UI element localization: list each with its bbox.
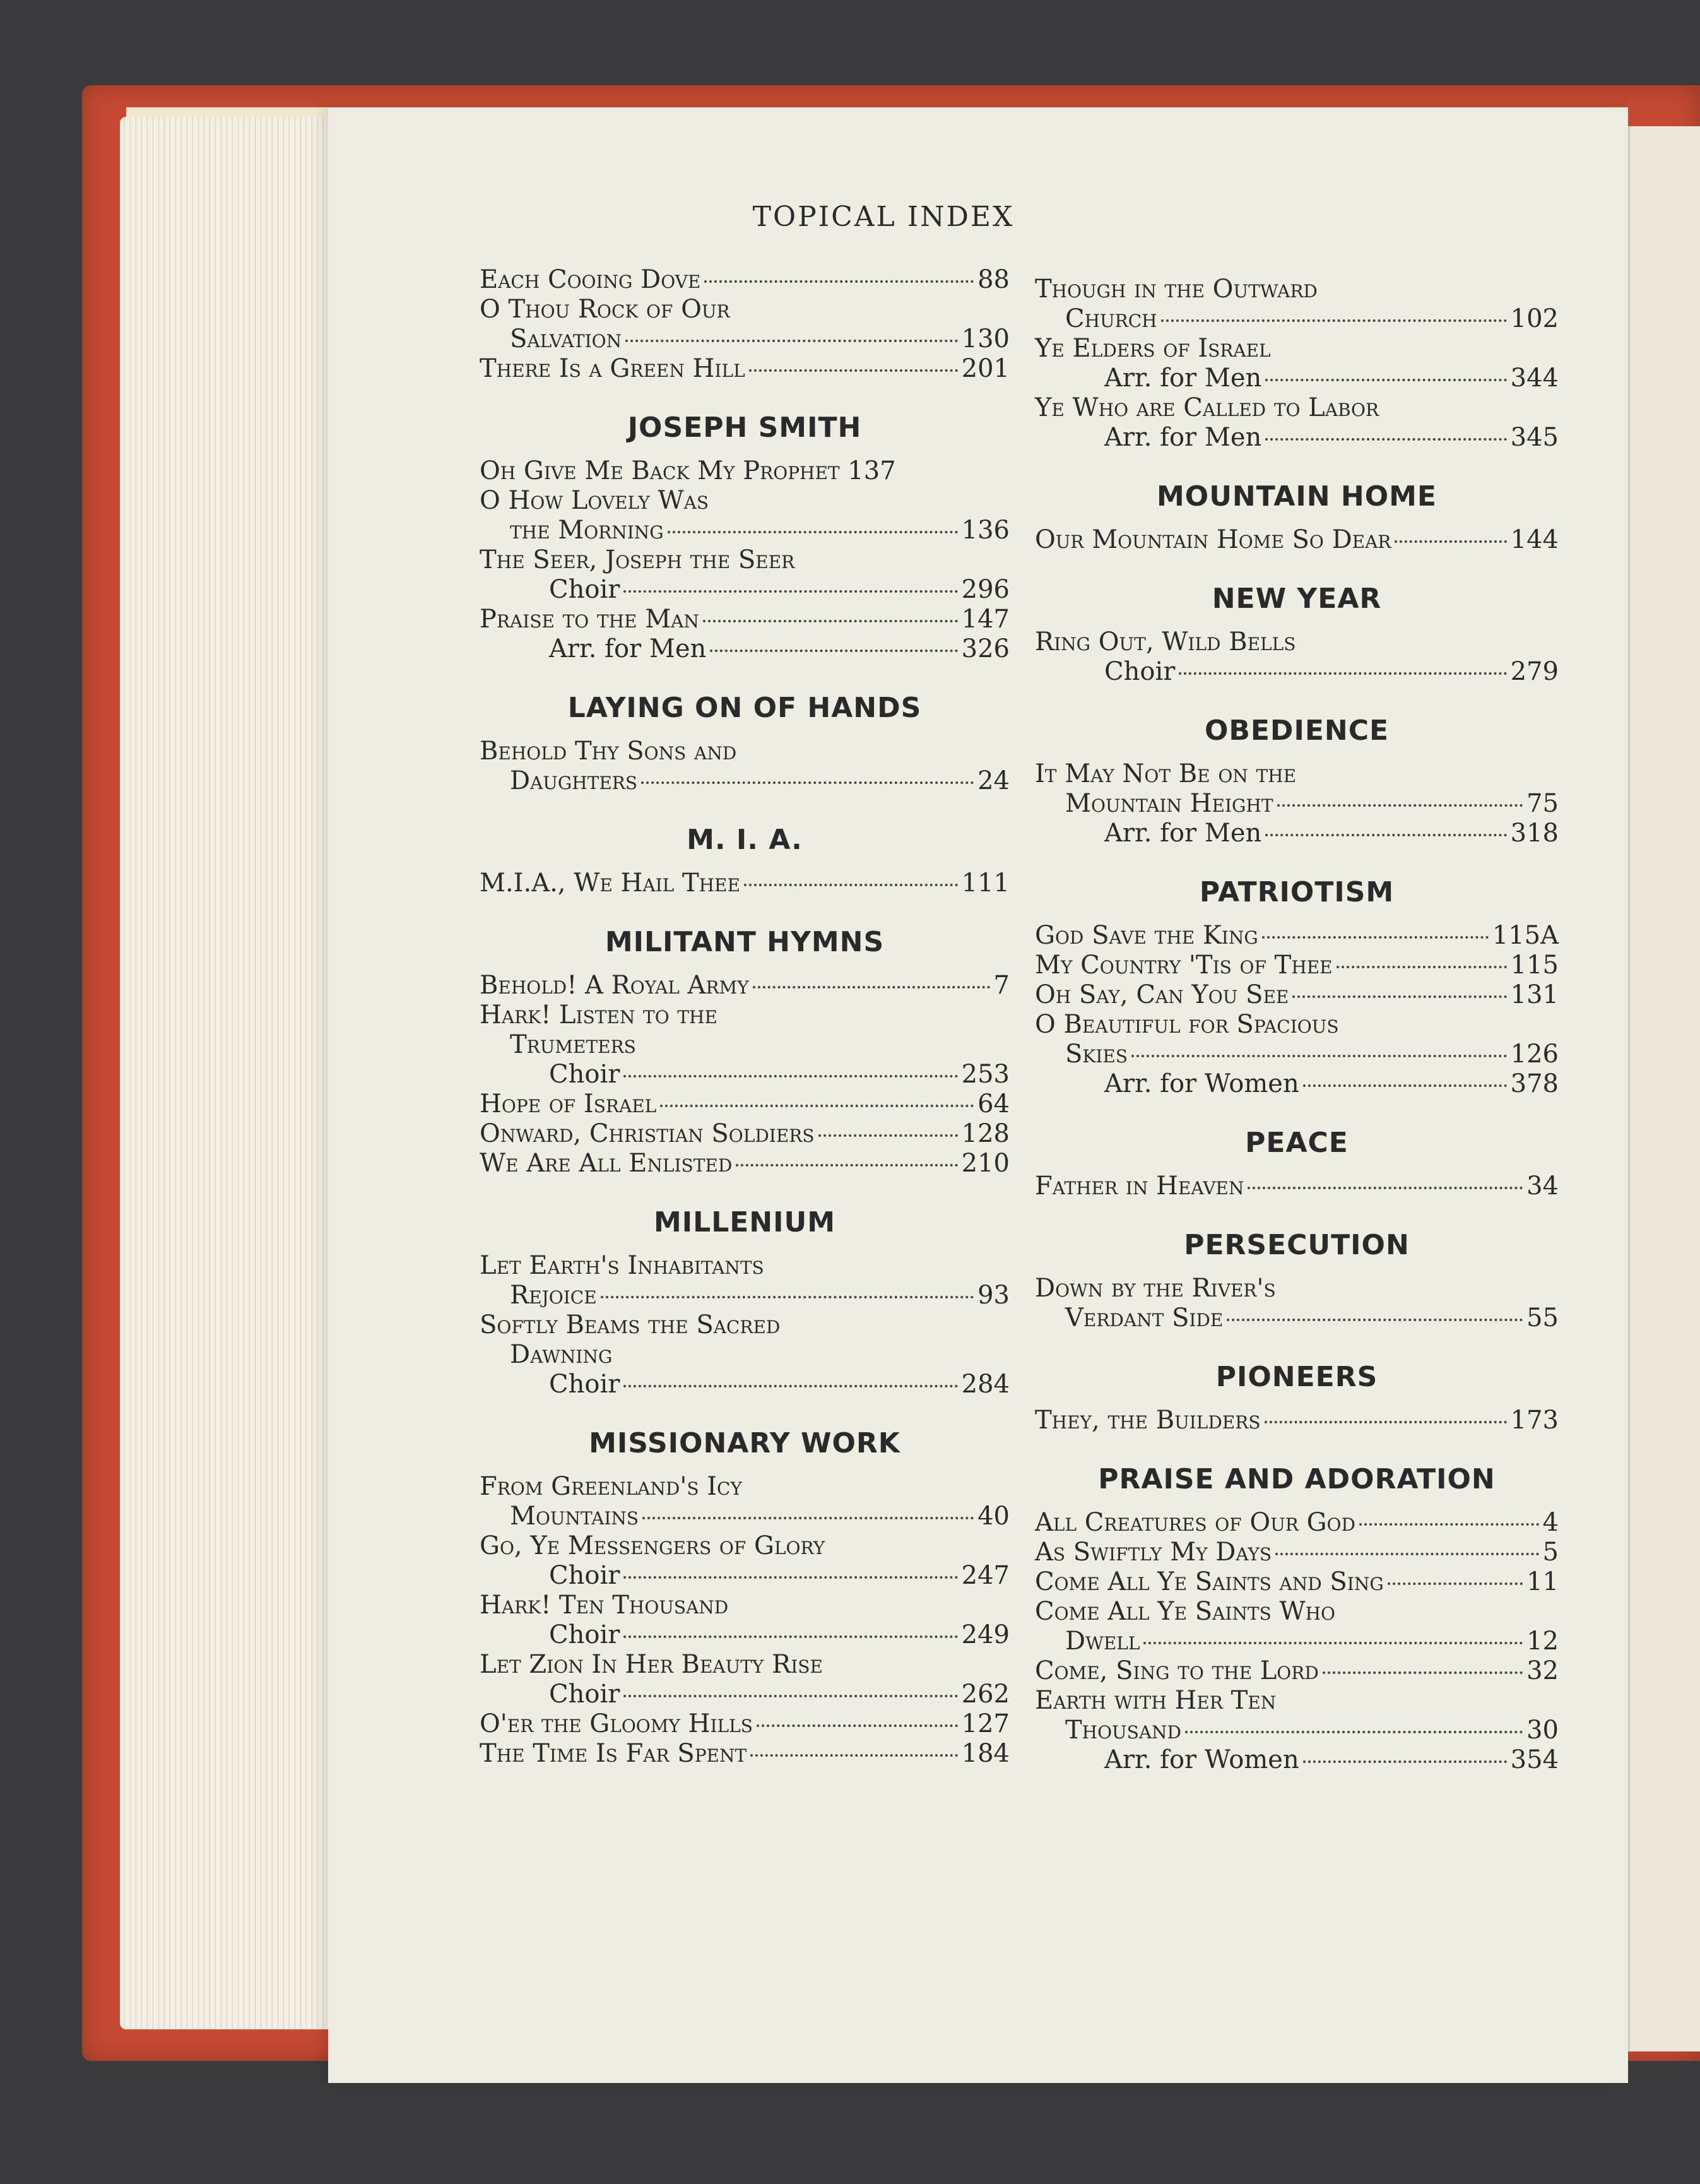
dot-leader <box>601 1296 974 1298</box>
dot-leader <box>1292 995 1506 998</box>
entry-line <box>1035 304 1559 334</box>
index-entry <box>1035 951 1559 980</box>
dot-leader <box>1265 834 1506 836</box>
hymn-title: Come, Sing to the Lord <box>1035 1656 1319 1685</box>
index-entry <box>1035 1686 1559 1775</box>
entry-line <box>1035 1069 1559 1099</box>
entry-line <box>480 1531 1010 1561</box>
hymn-number: 136 <box>961 516 1010 545</box>
hymn-title: M.I.A., We Hail Thee <box>480 869 740 898</box>
index-entry <box>480 456 1010 486</box>
dot-leader <box>1161 319 1507 322</box>
hymn-number: 284 <box>961 1370 1010 1399</box>
hymn-number: 344 <box>1510 364 1559 393</box>
section-heading: OBEDIENCE <box>1204 715 1390 747</box>
index-entry <box>1035 1538 1559 1567</box>
dot-leader <box>1143 1642 1523 1644</box>
hymn-title: Go, Ye Messengers of Glory <box>480 1531 825 1560</box>
hymn-title: From Greenland's Icy <box>480 1472 742 1501</box>
hymn-number: 5 <box>1542 1538 1559 1567</box>
entry-line <box>1035 657 1559 687</box>
hymn-title: Arr. for Men <box>1104 364 1262 393</box>
index-entry <box>480 1472 1010 1531</box>
entry-line <box>1035 1597 1559 1627</box>
hymn-title: My Country 'Tis of Thee <box>1035 951 1333 980</box>
index-entry <box>1035 980 1559 1010</box>
hymn-number: 130 <box>961 324 1010 353</box>
entry-line <box>480 971 1010 1000</box>
hymn-title: O How Lovely Was <box>480 486 709 515</box>
entry-line <box>480 1060 1010 1089</box>
dot-leader <box>623 1695 957 1697</box>
hymn-title: Dawning <box>510 1340 613 1369</box>
index-entry <box>480 1709 1010 1739</box>
index-entry <box>1035 1010 1559 1099</box>
entry-line <box>480 1561 1010 1591</box>
dot-leader <box>753 986 990 988</box>
entry-line <box>480 324 1010 354</box>
hymn-title: All Creatures of Our God <box>1035 1508 1355 1537</box>
dot-leader <box>1131 1055 1507 1057</box>
hymn-title: Verdant Side <box>1065 1303 1224 1332</box>
hymn-title: Come All Ye Saints and Sing <box>1035 1567 1384 1596</box>
dot-leader <box>1359 1523 1539 1526</box>
index-entry <box>480 354 1010 384</box>
page-title: TOPICAL INDEX <box>752 201 1015 233</box>
index-entry <box>480 1089 1010 1119</box>
index-entry <box>1035 1508 1559 1538</box>
index-entry <box>480 1119 1010 1149</box>
hymn-number: 249 <box>961 1620 1010 1649</box>
hymn-title: Choir <box>549 1060 620 1089</box>
index-entry <box>480 971 1010 1000</box>
hymn-number: 147 <box>961 605 1010 634</box>
index-entry <box>480 1650 1010 1709</box>
hymn-title: O Thou Rock of Our <box>480 295 730 324</box>
hymn-title: the Morning <box>510 516 664 545</box>
hymn-number: 7 <box>993 971 1010 1000</box>
entry-line <box>480 1370 1010 1399</box>
dot-leader <box>668 531 958 533</box>
index-entry <box>480 295 1010 354</box>
hymn-title: Earth with Her Ten <box>1035 1686 1277 1715</box>
hymn-number: 102 <box>1510 304 1559 333</box>
index-entry <box>1035 1567 1559 1597</box>
index-entry <box>1035 1406 1559 1435</box>
dot-leader <box>1265 438 1506 441</box>
entry-line <box>1035 1010 1559 1040</box>
hymn-title: Dwell <box>1065 1627 1140 1656</box>
hymn-title: Praise to the Man <box>480 605 699 634</box>
hymn-title: Arr. for Men <box>549 634 707 663</box>
index-entry <box>1035 525 1559 555</box>
entry-line <box>480 1281 1010 1310</box>
entry-line <box>1035 393 1559 423</box>
hymn-number: 55 <box>1526 1303 1559 1332</box>
entry-line <box>1035 1508 1559 1538</box>
hymn-title: Hope of Israel <box>480 1089 657 1119</box>
hymn-title: Choir <box>549 575 620 604</box>
section-heading: NEW YEAR <box>1212 583 1382 615</box>
dot-leader <box>1323 1671 1523 1674</box>
hymn-number: 144 <box>1510 525 1559 554</box>
hymn-number: 173 <box>1510 1406 1559 1435</box>
entry-line <box>1035 921 1559 951</box>
hymn-number: 184 <box>961 1739 1010 1768</box>
entry-line <box>1035 1686 1559 1716</box>
entry-line <box>480 456 1010 486</box>
dot-leader <box>660 1105 974 1107</box>
hymn-title: God Save the King <box>1035 921 1258 950</box>
hymn-number: 210 <box>961 1149 1010 1178</box>
hymn-title: Down by the River's <box>1035 1274 1276 1303</box>
dot-leader <box>623 590 957 593</box>
hymn-title: There Is a Green Hill <box>480 354 745 383</box>
hymn-title: It May Not Be on the <box>1035 759 1297 788</box>
index-entry <box>1035 393 1559 453</box>
hymn-number: 326 <box>961 634 1010 663</box>
index-entry <box>1035 921 1559 951</box>
dot-leader <box>1388 1582 1523 1585</box>
index-entry <box>480 869 1010 898</box>
entry-line <box>1035 1406 1559 1435</box>
dot-leader <box>642 1517 974 1519</box>
index-entry <box>480 1251 1010 1310</box>
dot-leader <box>1303 1760 1507 1763</box>
hymn-title: Thousand <box>1065 1716 1182 1745</box>
index-entry <box>1035 275 1559 334</box>
hymn-number: 64 <box>977 1089 1010 1119</box>
hymn-number: 262 <box>961 1680 1010 1709</box>
dot-leader <box>704 280 974 283</box>
index-entry <box>1035 759 1559 848</box>
entry-line <box>1035 275 1559 304</box>
hymn-number: 111 <box>961 869 1010 898</box>
dot-leader <box>750 1754 957 1757</box>
index-entry <box>480 1739 1010 1769</box>
hymn-number: 115 <box>1510 951 1559 980</box>
section-heading: M. I. A. <box>687 824 803 856</box>
hymn-number: 128 <box>961 1119 1010 1148</box>
index-entry <box>480 1591 1010 1650</box>
hymn-title: Each Cooing Dove <box>480 265 701 294</box>
entry-line <box>1035 334 1559 364</box>
hymn-title: Let Earth's Inhabitants <box>480 1251 764 1280</box>
section-heading: PIONEERS <box>1215 1361 1378 1393</box>
entry-line <box>480 486 1010 516</box>
index-entry <box>480 1149 1010 1178</box>
hymn-title: Skies <box>1065 1040 1128 1069</box>
hymn-title: Ye Who are Called to Labor <box>1035 393 1379 422</box>
hymn-title: Mountains <box>510 1502 639 1531</box>
entry-line <box>480 1680 1010 1709</box>
entry-line <box>480 1472 1010 1502</box>
dot-leader <box>744 884 958 886</box>
dot-leader <box>818 1134 958 1137</box>
hymn-number: 4 <box>1542 1508 1559 1537</box>
entry-line <box>480 605 1010 634</box>
entry-line <box>480 575 1010 605</box>
entry-line <box>480 1650 1010 1680</box>
hymn-title: Softly Beams the Sacred <box>480 1310 781 1339</box>
hymn-number: 378 <box>1510 1069 1559 1098</box>
dot-leader <box>710 650 957 652</box>
dot-leader <box>1248 1187 1523 1189</box>
hymn-title: Choir <box>549 1620 620 1649</box>
hymn-number: 318 <box>1510 819 1559 848</box>
entry-line <box>480 1591 1010 1620</box>
entry-line <box>480 516 1010 545</box>
entry-line <box>1035 789 1559 819</box>
entry-line <box>1035 1040 1559 1069</box>
dot-leader <box>641 781 974 784</box>
hymn-number: 127 <box>961 1709 1010 1738</box>
hymn-title: Hark! Ten Thousand <box>480 1591 729 1620</box>
hymn-title: Arr. for Women <box>1104 1745 1299 1774</box>
hymn-number: 88 <box>977 265 1010 294</box>
dot-leader <box>749 369 958 372</box>
entry-line <box>480 1251 1010 1281</box>
index-entry <box>1035 334 1559 393</box>
dot-leader <box>703 620 958 622</box>
hymn-title: As Swiftly My Days <box>1035 1538 1272 1567</box>
hymn-title: Though in the Outward <box>1035 275 1318 304</box>
hymn-number: 126 <box>1510 1040 1559 1069</box>
dot-leader <box>625 340 958 342</box>
entry-line <box>1035 819 1559 848</box>
entry-line <box>480 265 1010 295</box>
dot-leader <box>1337 966 1507 968</box>
hymn-title: Our Mountain Home So Dear <box>1035 525 1391 554</box>
section-heading: PEACE <box>1245 1127 1349 1159</box>
hymn-number: 30 <box>1526 1716 1559 1745</box>
right-column <box>1035 275 1559 1775</box>
dot-leader <box>1275 1553 1538 1555</box>
entry-line <box>1035 1627 1559 1656</box>
hymn-title: Onward, Christian Soldiers <box>480 1119 815 1148</box>
hymn-number: 11 <box>1526 1567 1559 1596</box>
index-entry <box>480 737 1010 796</box>
entry-line <box>480 1739 1010 1769</box>
hymn-title: Ring Out, Wild Bells <box>1035 627 1296 656</box>
entry-line <box>480 1709 1010 1739</box>
hymn-title: Hark! Listen to the <box>480 1000 717 1030</box>
hymn-number: 253 <box>961 1060 1010 1089</box>
entry-line <box>1035 1567 1559 1597</box>
hymn-number: 115A <box>1492 921 1559 950</box>
entry-line <box>1035 1274 1559 1303</box>
entry-line <box>1035 364 1559 393</box>
entry-line <box>480 1310 1010 1340</box>
dot-leader <box>623 1075 957 1077</box>
hymn-number: 201 <box>961 354 1010 383</box>
index-entry <box>480 605 1010 664</box>
hymn-number: 247 <box>961 1561 1010 1590</box>
dot-leader <box>1262 936 1489 939</box>
hymn-title: Let Zion In Her Beauty Rise <box>480 1650 823 1679</box>
dot-leader <box>1227 1319 1523 1321</box>
index-entry <box>1035 1597 1559 1656</box>
section-heading: MISSIONARY WORK <box>589 1427 900 1459</box>
entry-line <box>480 1030 1010 1060</box>
hymn-title: Father in Heaven <box>1035 1172 1244 1201</box>
section-heading: JOSEPH SMITH <box>627 412 862 444</box>
dot-leader <box>1277 804 1523 807</box>
hymn-number: 34 <box>1526 1172 1559 1201</box>
hymn-title: O Beautiful for Spacious <box>1035 1010 1339 1039</box>
index-entry <box>1035 627 1559 687</box>
hymn-number: 93 <box>977 1281 1010 1310</box>
hymn-title: Oh Give Me Back My Prophet 137 <box>480 456 896 485</box>
hymn-number: 296 <box>961 575 1010 604</box>
entry-line <box>1035 759 1559 789</box>
dot-leader <box>1303 1084 1507 1087</box>
entry-line <box>480 1089 1010 1119</box>
hymn-title: Arr. for Men <box>1104 423 1262 452</box>
entry-line <box>480 1149 1010 1178</box>
hymn-title: Arr. for Women <box>1104 1069 1299 1098</box>
hymn-title: Come All Ye Saints Who <box>1035 1597 1335 1626</box>
dot-leader <box>623 1385 957 1387</box>
entry-line <box>480 1620 1010 1650</box>
entry-line <box>480 354 1010 384</box>
index-entry <box>1035 1656 1559 1686</box>
hymn-title: Ye Elders of Israel <box>1035 334 1271 363</box>
hymn-number: 345 <box>1510 423 1559 452</box>
hymn-title: Trumeters <box>510 1030 636 1059</box>
entry-line <box>480 766 1010 796</box>
hymn-number: 32 <box>1526 1656 1559 1685</box>
hymn-title: Behold Thy Sons and <box>480 737 737 766</box>
hymn-title: Behold! A Royal Army <box>480 971 749 1000</box>
entry-line <box>480 1340 1010 1370</box>
entry-line <box>1035 980 1559 1010</box>
index-entry <box>480 1531 1010 1591</box>
entry-line <box>1035 1716 1559 1745</box>
dot-leader <box>757 1724 958 1727</box>
entry-line <box>1035 1172 1559 1201</box>
dot-leader <box>623 1576 957 1579</box>
hymn-number: 354 <box>1510 1745 1559 1774</box>
section-heading: MILITANT HYMNS <box>605 926 885 958</box>
section-heading: PRAISE AND ADORATION <box>1098 1463 1496 1495</box>
entry-line <box>1035 1538 1559 1567</box>
section-heading: MOUNTAIN HOME <box>1157 480 1437 513</box>
section-heading: LAYING ON OF HANDS <box>567 692 922 724</box>
entry-line <box>1035 1656 1559 1686</box>
index-entry <box>480 545 1010 605</box>
hymn-title: Choir <box>549 1370 620 1399</box>
entry-line <box>480 1502 1010 1531</box>
entry-line <box>1035 951 1559 980</box>
entry-line <box>480 295 1010 324</box>
hymn-title: They, the Builders <box>1035 1406 1261 1435</box>
hymn-title: Oh Say, Can You See <box>1035 980 1289 1009</box>
section-heading: PATRIOTISM <box>1199 876 1395 908</box>
hymn-title: The Time Is Far Spent <box>480 1739 747 1768</box>
index-entry <box>1035 1172 1559 1201</box>
hymn-title: Choir <box>1104 657 1176 686</box>
entry-line <box>480 545 1010 575</box>
entry-line <box>480 737 1010 766</box>
section-heading: PERSECUTION <box>1184 1229 1410 1261</box>
hymn-number: 40 <box>977 1502 1010 1531</box>
entry-line <box>1035 627 1559 657</box>
entry-line <box>1035 423 1559 453</box>
entry-line <box>480 869 1010 898</box>
entry-line <box>480 634 1010 664</box>
hymn-title: O'er the Gloomy Hills <box>480 1709 753 1738</box>
hymn-title: Arr. for Men <box>1104 819 1262 848</box>
index-entry <box>480 486 1010 545</box>
dot-leader <box>736 1164 957 1166</box>
hymn-number: 12 <box>1526 1627 1559 1656</box>
dot-leader <box>1179 672 1506 675</box>
index-entry <box>480 1000 1010 1089</box>
hymn-title: Rejoice <box>510 1281 597 1310</box>
dot-leader <box>1395 540 1506 543</box>
hymn-title: The Seer, Joseph the Seer <box>480 545 795 574</box>
hymn-number: 279 <box>1510 657 1559 686</box>
hymn-title: Mountain Height <box>1065 789 1273 818</box>
entry-line <box>1035 1303 1559 1333</box>
hymn-title: Choir <box>549 1680 620 1709</box>
dot-leader <box>1265 1421 1507 1423</box>
hymn-title: Daughters <box>510 766 638 795</box>
dot-leader <box>1265 379 1506 381</box>
section-heading: MILLENIUM <box>654 1206 835 1238</box>
index-entry <box>480 265 1010 295</box>
index-entry <box>480 1310 1010 1399</box>
entry-line <box>480 1000 1010 1030</box>
dot-leader <box>623 1635 957 1638</box>
hymn-number: 75 <box>1526 789 1559 818</box>
index-entry <box>1035 1274 1559 1333</box>
left-column <box>480 265 1010 1769</box>
hymn-title: Choir <box>549 1561 620 1590</box>
entry-line <box>1035 1745 1559 1775</box>
hymn-number: 131 <box>1510 980 1559 1009</box>
entry-line <box>480 1119 1010 1149</box>
hymn-title: We Are All Enlisted <box>480 1149 733 1178</box>
hymn-title: Salvation <box>510 324 622 353</box>
hymn-title: Church <box>1065 304 1157 333</box>
entry-line <box>1035 525 1559 555</box>
dot-leader <box>1185 1731 1523 1733</box>
hymn-number: 24 <box>977 766 1010 795</box>
